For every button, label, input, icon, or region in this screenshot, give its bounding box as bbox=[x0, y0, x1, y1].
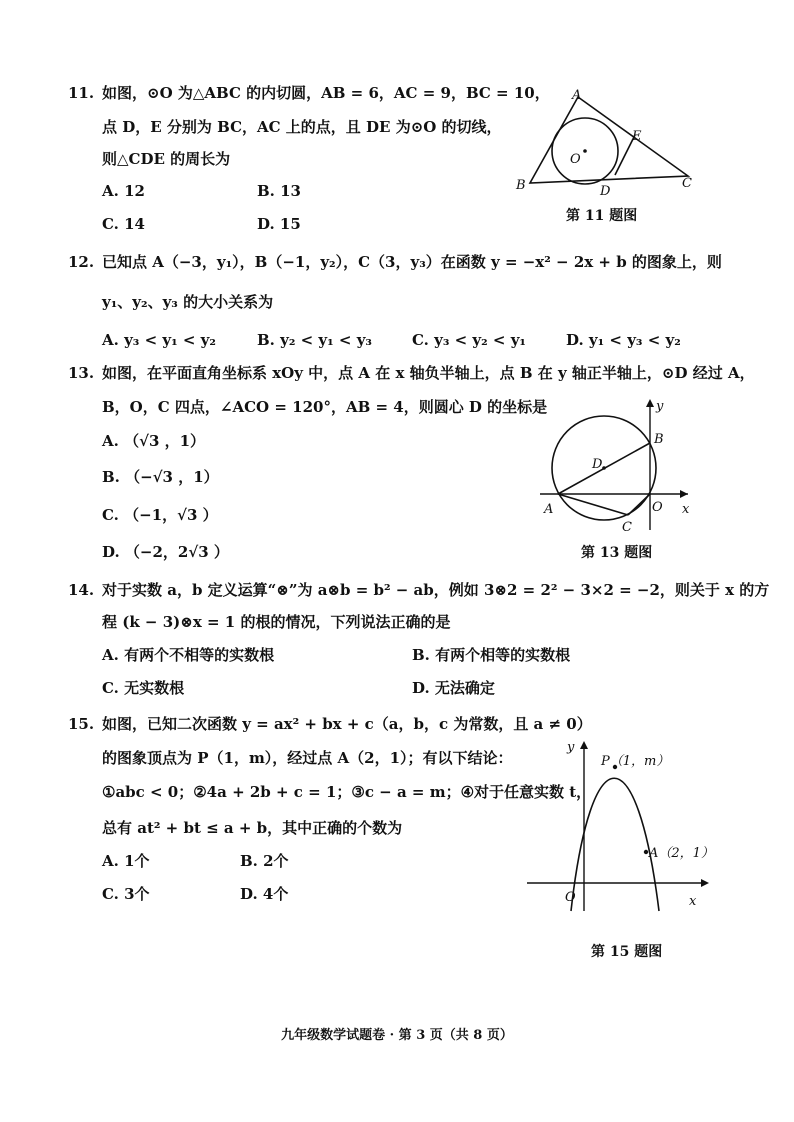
q12-number: 12. bbox=[68, 253, 95, 271]
q15-label-a: A（2，1） bbox=[649, 846, 714, 861]
q13-caption: 第 13 题图 bbox=[581, 545, 653, 561]
q14-option-c: C. 无实数根 bbox=[102, 679, 185, 697]
q15-line2: 的图象顶点为 P（1，m），经过点 A（2，1）；有以下结论： bbox=[102, 749, 513, 767]
q15-line3: ①abc < 0；②4a + 2b + c = 1；③c − a = m；④对于任意实数 t， bbox=[102, 783, 592, 801]
q15-label-o: O bbox=[565, 890, 576, 905]
q11-label-o: O bbox=[570, 152, 581, 167]
q12-option-a: A. y₃ < y₁ < y₂ bbox=[102, 331, 216, 349]
q11-label-e: E bbox=[632, 129, 642, 144]
q13-label-c: C bbox=[622, 520, 632, 535]
q15-line4: 总有 at² + bt ≤ a + b，其中正确的个数为 bbox=[102, 819, 403, 837]
q15-option-d: D. 4个 bbox=[240, 885, 289, 903]
q14-line1: 对于实数 a，b 定义运算“⊗”为 a⊗b = b² − ab，例如 3⊗2 = 2² − 3×2 = −2，则关于 x 的方 bbox=[102, 581, 770, 599]
q13-label-o: O bbox=[652, 500, 663, 515]
q14-option-a: A. 有两个不相等的实数根 bbox=[102, 646, 275, 664]
q15-label-x: x bbox=[689, 894, 697, 909]
q13-label-b: B bbox=[654, 432, 664, 447]
q13-line2: B，O，C 四点，∠ACO = 120°，AB = 4，则圆心 D 的坐标是 bbox=[102, 398, 548, 416]
q13-option-c: C. （−1，√3 ） bbox=[102, 506, 218, 524]
q11-option-c: C. 14 bbox=[102, 215, 145, 233]
q12-line1: 已知点 A（−3，y₁），B（−1，y₂），C（3，y₃）在函数 y = −x² − 2x + b 的图象上，则 bbox=[102, 253, 722, 271]
q13-label-y: y bbox=[656, 399, 664, 414]
q12-option-b: B. y₂ < y₁ < y₃ bbox=[257, 331, 373, 349]
q11-label-c: C bbox=[682, 176, 692, 191]
q11-number: 11. bbox=[68, 84, 95, 102]
q13-line1: 如图，在平面直角坐标系 xOy 中，点 A 在 x 轴负半轴上，点 B 在 y 轴正半轴上，⊙D 经过 A， bbox=[102, 364, 755, 382]
q12-line2: y₁、y₂、y₃ 的大小关系为 bbox=[102, 293, 274, 311]
q11-label-b: B bbox=[516, 178, 526, 193]
q12-option-c: C. y₃ < y₂ < y₁ bbox=[412, 331, 527, 349]
q14-option-b: B. 有两个相等的实数根 bbox=[412, 646, 571, 664]
q15-option-a: A. 1个 bbox=[102, 852, 150, 870]
q15-label-y: y bbox=[567, 740, 575, 755]
page-footer: 九年级数学试题卷 · 第 3 页（共 8 页） bbox=[281, 1028, 513, 1043]
q15-label-p: P（1，m） bbox=[601, 754, 670, 769]
q13-option-d: D. （−2，2√3 ） bbox=[102, 543, 229, 561]
q13-option-b: B. （−√3 ，1） bbox=[102, 468, 219, 486]
q11-label-a: A bbox=[572, 88, 582, 103]
q14-option-d: D. 无法确定 bbox=[412, 679, 495, 697]
q14-line2: 程 (k − 3)⊗x = 1 的根的情况，下列说法正确的是 bbox=[102, 613, 451, 631]
q11-figure bbox=[510, 85, 710, 199]
q13-label-d: D bbox=[592, 457, 603, 472]
q11-line2: 点 D，E 分别为 BC，AC 上的点，且 DE 为⊙O 的切线， bbox=[102, 118, 502, 136]
q14-number: 14. bbox=[68, 581, 95, 599]
q15-figure bbox=[525, 735, 715, 915]
q13-label-x: x bbox=[682, 502, 690, 517]
q15-caption: 第 15 题图 bbox=[591, 944, 663, 960]
q11-option-a: A. 12 bbox=[102, 182, 145, 200]
q13-option-a: A. （√3 ，1） bbox=[102, 432, 206, 450]
q11-line3: 则△CDE 的周长为 bbox=[102, 150, 231, 168]
q13-label-a: A bbox=[544, 502, 554, 517]
q11-option-b: B. 13 bbox=[257, 182, 301, 200]
q15-option-b: B. 2个 bbox=[240, 852, 289, 870]
q13-figure bbox=[540, 395, 700, 535]
q11-line1: 如图，⊙O 为△ABC 的内切圆，AB = 6，AC = 9，BC = 10， bbox=[102, 84, 550, 102]
q15-number: 15. bbox=[68, 715, 95, 733]
q15-option-c: C. 3个 bbox=[102, 885, 150, 903]
q13-number: 13. bbox=[68, 364, 95, 382]
q15-line1: 如图，已知二次函数 y = ax² + bx + c（a，b，c 为常数，且 a ≠ 0） bbox=[102, 715, 592, 733]
q12-option-d: D. y₁ < y₃ < y₂ bbox=[566, 331, 681, 349]
q11-option-d: D. 15 bbox=[257, 215, 301, 233]
q11-caption: 第 11 题图 bbox=[566, 208, 638, 224]
q11-label-d: D bbox=[600, 184, 611, 199]
